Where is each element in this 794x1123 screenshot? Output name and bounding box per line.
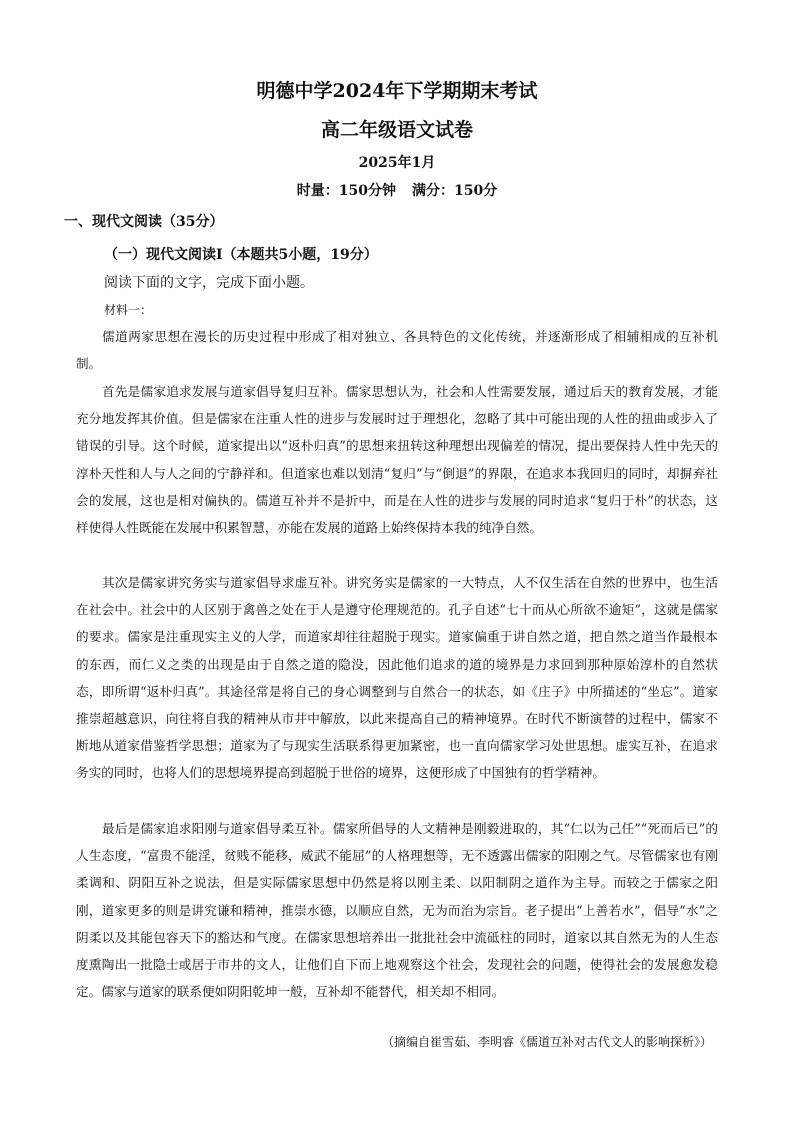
- reading-instruction: 阅读下面的文字，完成下面小题。: [104, 275, 314, 291]
- section-title: 一、现代文阅读（35分）: [64, 214, 224, 230]
- exam-date: 2025年1月: [358, 155, 436, 171]
- paragraph-intro: 儒道两家思想在漫长的历史过程中形成了相对独立、各具特色的文化传统，并逐渐形成了相辅相成的互补机制。: [76, 329, 718, 372]
- paragraph-first: 首先是儒家追求发展与道家倡导复归互补。儒家思想认为，社会和人性需要发展，通过后天的教育发展，才能充分地发挥其价值。但是儒家在注重人性的进步与发展时过于理想化，忽略了其中可能出现的人性的扭曲或步入了错误的引导。这个时候，道家提出以“返朴归真”的思想来扭转这种理想出现偏差的情况，提出要保持人性中先天的淳朴天性和人与人之间的宁静祥和。但道家也难以划清“复归”与“倒退”的界限，在追求本我回归的同时，却摒弃社会的发展，这也是相对偏执的。儒道互补并不是折中，而是在人性的进步与发展的同时追求“复归于朴”的状态，这样使得人性既能在发展中积累智慧，亦能在发展的道路上始终保持本我的纯净自然。: [76, 384, 718, 536]
- subsection-title: （一）现代文阅读Ⅰ（本题共5小题，19分）: [104, 247, 378, 263]
- material-label: 材料一：: [104, 303, 153, 317]
- paper-title: 高二年级语文试卷: [320, 119, 473, 141]
- paragraph-third: 最后是儒家追求阳刚与道家倡导柔互补。儒家所倡导的人文精神是刚毅进取的，其“仁以为己任”“死而后已”的人生态度，“富贵不能淫，贫贱不能移，威武不能屈”的人格理想等，无不透露出儒家的阳刚之气。尽管儒家也有刚柔调和、阴阳互补之说法，但是实际儒家思想中仍然是将以刚主柔、以阳制阴之道作为主导。而较之于儒家之阳刚，道家更多的则是讲究谦和精神，推崇水德，以顺应自然，无为而治为宗旨。老子提出“上善若水”，倡导“水”之阴柔以及其能包容天下的豁达和气度。在儒家思想培养出一批批社会中流砥柱的同时，道家以其自然无为的人生态度熏陶出一批隐士或居于市井的文人，让他们自下而上地观察这个社会，发现社会的问题，使得社会的发展愈发稳定。儒家与道家的联系便如阴阳乾坤一般，互补却不能替代，相关却不相同。: [76, 821, 718, 1000]
- source-citation: （摘编自崔雪茹、李明睿《儒道互补对古代文人的影响探析》）: [381, 1035, 712, 1049]
- paragraph-second: 其次是儒家讲究务实与道家倡导求虚互补。讲究务实是儒家的一大特点，人不仅生活在自然的世界中，也生活在社会中。社会中的人区别于禽兽之处在于人是遵守伦理规范的。孔子自述“七十而从心所欲不逾矩”，这就是儒家的要求。儒家是注重现实主义的人学，而道家却往往超脱于现实。道家偏重于讲自然之道，把自然之道当作最根本的东西，而仁义之类的出现是由于自然之道的隐没，因此他们追求的道的境界是力求回到那种原始淳朴的自然状态，即所谓“返朴归真”。其途径常是将自己的身心调整到与自然合一的状态，如《庄子》中所描述的“坐忘”。道家推崇超越意识，向往将自我的精神从市井中解放，以此来提高自己的精神境界。在时代不断演替的过程中，儒家不断地从道家借鉴哲学思想；道家为了与现实生活联系得更加紧密，也一直向儒家学习处世思想。虚实互补，在追求务实的同时，也将人们的思想境界提高到超脱于世俗的境界，这便形成了中国独有的哲学精神。: [76, 575, 718, 781]
- time-limit: 时量：150分钟: [296, 183, 396, 199]
- full-score: 满分：150分: [412, 183, 498, 199]
- exam-meta: [0, 180, 794, 200]
- exam-title: 明德中学2024年下学期期末考试: [256, 80, 538, 102]
